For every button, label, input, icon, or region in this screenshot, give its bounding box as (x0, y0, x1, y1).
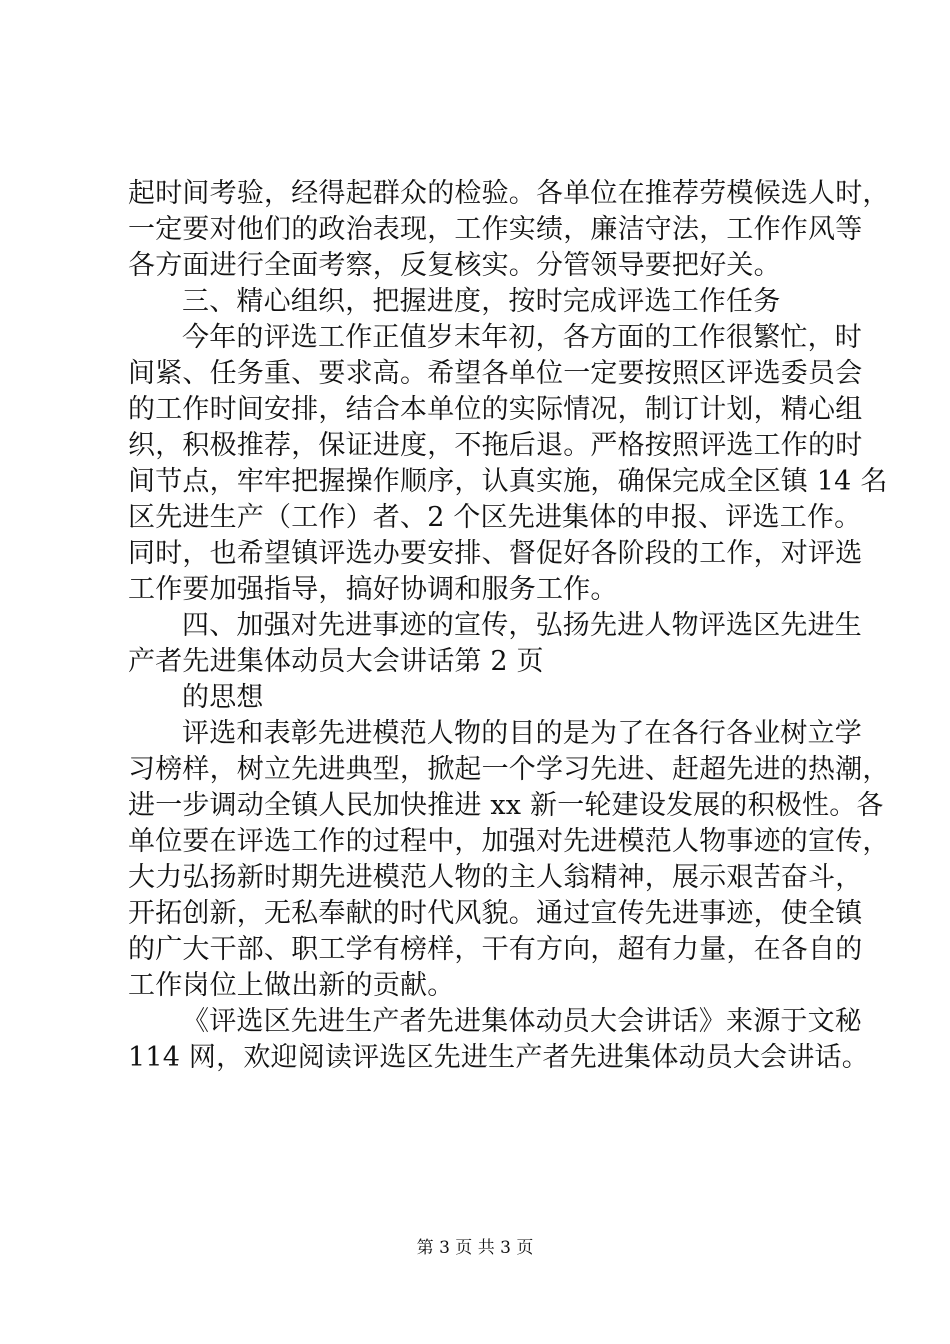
text-line: 今年的评选工作正值岁末年初，各方面的工作很繁忙，时 (182, 322, 862, 353)
section-heading: 三、精心组织，把握进度，按时完成评选工作任务 (182, 286, 781, 317)
text-line: 114 网，欢迎阅读评选区先进生产者先进集体动员大会讲话。 (128, 1042, 869, 1073)
text-line: 进一步调动全镇人民加快推进 xx 新一轮建设发展的积极性。各 (128, 790, 884, 821)
text-line: 产者先进集体动员大会讲话第 2 页 (128, 646, 544, 677)
text-line: 的广大干部、职工学有榜样，干有方向，超有力量，在各自的 (128, 934, 863, 965)
text-line: 单位要在评选工作的过程中，加强对先进模范人物事迹的宣传， (128, 826, 890, 857)
text-line: 间节点，牢牢把握操作顺序，认真实施，确保完成全区镇 14 名 (128, 466, 888, 497)
text-line: 评选和表彰先进模范人物的目的是为了在各行各业树立学 (182, 718, 862, 749)
text-line: 区先进生产（工作）者、2 个区先进集体的申报、评选工作。 (128, 502, 862, 533)
text-line: 起时间考验，经得起群众的检验。各单位在推荐劳模候选人时， (128, 178, 890, 209)
text-line: 织，积极推荐，保证进度，不拖后退。严格按照评选工作的时 (128, 430, 863, 461)
text-line: 习榜样，树立先进典型，掀起一个学习先进、赶超先进的热潮， (128, 754, 890, 785)
page-footer: 第 3 页 共 3 页 (416, 1238, 534, 1258)
text-line: 大力弘扬新时期先进模范人物的主人翁精神，展示艰苦奋斗， (128, 862, 863, 893)
text-line: 同时，也希望镇评选办要安排、督促好各阶段的工作，对评选 (128, 538, 863, 569)
text-line: 间紧、任务重、要求高。希望各单位一定要按照区评选委员会 (128, 358, 863, 389)
text-line: 开拓创新，无私奉献的时代风貌。通过宣传先进事迹，使全镇 (128, 898, 863, 929)
text-line: 工作岗位上做出新的贡献。 (128, 970, 455, 1001)
text-line: 工作要加强指导，搞好协调和服务工作。 (128, 574, 618, 605)
section-heading: 四、加强对先进事迹的宣传，弘扬先进人物评选区先进生 (182, 610, 862, 641)
text-line: 一定要对他们的政治表现，工作实绩，廉洁守法，工作作风等 (128, 214, 863, 245)
text-line: 各方面进行全面考察，反复核实。分管领导要把好关。 (128, 250, 781, 281)
text-line: 《评选区先进生产者先进集体动员大会讲话》来源于文秘 (182, 1006, 862, 1037)
text-line: 的工作时间安排，结合本单位的实际情况，制订计划，精心组 (128, 394, 863, 425)
text-line: 的思想 (182, 682, 264, 713)
